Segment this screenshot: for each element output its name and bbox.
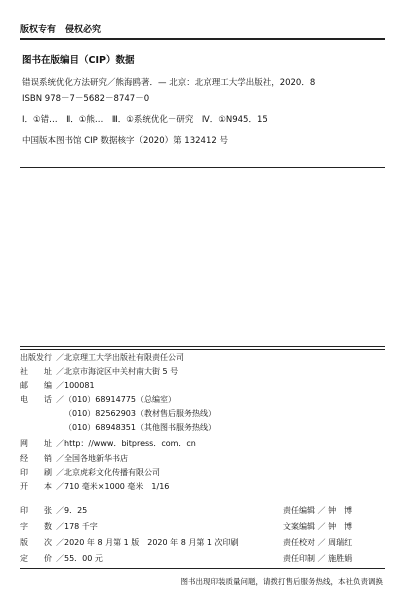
phone-row-2: （010）82562903（教材售后服务热线） — [64, 409, 216, 418]
publisher-top-rule-2 — [20, 349, 385, 350]
editor-row: 责任编辑 ／ 钟 博 — [283, 506, 353, 515]
address-row: 社 址 ／北京市海淀区中关村南大街 5 号 — [20, 367, 179, 376]
phone-row-3: （010）68948351（其他图书服务热线） — [64, 423, 216, 432]
publisher-top-rule — [20, 346, 385, 347]
copyright-notice: 版权专有 侵权必究 — [20, 25, 102, 35]
quality-notice: 图书出现印装质量问题，请拨打售后服务热线，本社负责调换 — [180, 577, 383, 586]
price-row: 定 价 ／55．00 元 — [20, 554, 103, 563]
website-row: 网 址 ／http：//www．bitpress．com．cn — [20, 439, 196, 448]
cip-title: 图书在版编目（CIP）数据 — [22, 55, 135, 66]
editor-row: 责任校对 ／ 周瑞红 — [283, 538, 353, 547]
sheets-row: 印 张 ／9．25 — [20, 506, 88, 515]
publisher-row: 出版发行 ／北京理工大学出版社有限责任公司 — [20, 353, 184, 362]
edition-row: 版 次 ／2020 年 8 月第 1 版 2020 年 8 月第 1 次印刷 — [20, 538, 239, 547]
cip-bottom-rule — [20, 167, 385, 168]
header-rule — [20, 38, 385, 40]
footer-rule — [20, 568, 385, 569]
cip-isbn: ISBN 978－7－5682－8747－0 — [22, 94, 150, 104]
printer-row: 印 刷 ／北京虎彩文化传播有限公司 — [20, 468, 160, 477]
format-row: 开 本 ／710 毫米×1000 毫米 1/16 — [20, 482, 170, 491]
phone-row: 电 话 ／（010）68914775（总编室） — [20, 395, 176, 404]
cip-bibliographic-line: 错误系统优化方法研究／熊海鸥著．— 北京：北京理工大学出版社，2020．8 — [22, 78, 316, 88]
distributor-row: 经 销 ／全国各地新华书店 — [20, 454, 128, 463]
editor-row: 文案编辑 ／ 钟 博 — [283, 522, 353, 531]
editor-row: 责任印制 ／ 施胜娟 — [283, 554, 353, 563]
postcode-row: 邮 编 ／100081 — [20, 381, 95, 390]
cip-core-number: 中国版本图书馆 CIP 数据核字（2020）第 132412 号 — [22, 136, 228, 146]
cip-classification: Ⅰ．①错… Ⅱ．①熊… Ⅲ．①系统优化－研究 Ⅳ．①N945．15 — [22, 115, 268, 125]
wordcount-row: 字 数 ／178 千字 — [20, 522, 98, 531]
